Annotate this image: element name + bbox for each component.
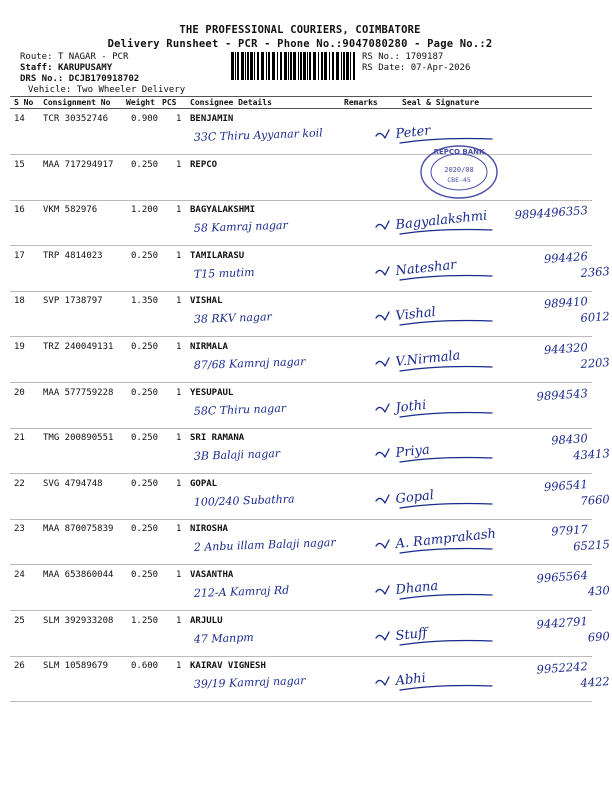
row-consignment: TRP 4814023: [43, 251, 103, 261]
tick-mark: [376, 540, 389, 548]
signature-text: A. Ramprakash: [394, 526, 497, 552]
barcode-bar: [303, 52, 306, 80]
barcode-bar: [245, 52, 246, 80]
phone-text: 430: [587, 583, 611, 599]
col-seal: Seal & Signature: [402, 98, 480, 107]
row-weight: 0.250: [131, 433, 159, 443]
row-pcs: 1: [176, 433, 182, 443]
bank-stamp: [418, 144, 500, 200]
barcode-bar: [321, 52, 323, 80]
row-pcs: 1: [176, 616, 182, 626]
phone-number: [522, 444, 612, 462]
staff-line: [20, 63, 112, 73]
tick-mark: [376, 404, 389, 412]
tick-mark: [376, 267, 389, 275]
row-consignee: VASANTHA: [190, 570, 234, 580]
tick-mark: [376, 632, 389, 640]
tick-mark: [376, 495, 389, 503]
row-separator: [10, 245, 592, 246]
address-text: 2 Anbu illam Balaji nagar: [193, 535, 336, 554]
row-sno: 18: [14, 296, 25, 306]
col-remarks: Remarks: [344, 98, 378, 107]
row-sno: 20: [14, 388, 25, 398]
barcode-bar: [313, 52, 316, 80]
handwritten-address: [192, 398, 342, 424]
vehicle-line: Vehicle: Two Wheeler Delivery: [28, 85, 186, 95]
phone-text: 98430: [550, 431, 589, 448]
phone-text: 989410: [543, 294, 589, 312]
phone-text: 4422: [580, 674, 611, 691]
tick-mark: [376, 312, 389, 320]
row-consignment: TMG 200890551: [43, 433, 114, 443]
phone-text: 2363: [580, 264, 611, 281]
row-weight: 0.250: [131, 570, 159, 580]
stamp-code: CBE-45: [447, 176, 471, 184]
handwritten-address: [192, 671, 342, 697]
address-text: 58 Kamraj nagar: [193, 218, 288, 235]
barcode-bar: [290, 52, 292, 80]
signature-text: Jothi: [394, 397, 428, 416]
handwritten-address: [192, 580, 342, 606]
row-pcs: 1: [176, 388, 182, 398]
row-weight: 0.600: [131, 661, 159, 671]
row-weight: 1.350: [131, 296, 159, 306]
phone-number: [522, 307, 612, 325]
handwritten-address: [192, 352, 342, 378]
header-rule-bottom: [10, 108, 592, 109]
phone-number: [522, 672, 612, 690]
rs-date: RS Date: 07-Apr-2026: [362, 63, 471, 73]
signature-text: Vishal: [394, 304, 437, 324]
row-separator: [10, 154, 592, 155]
drs-line: [20, 74, 139, 84]
barcode-bar: [266, 52, 267, 80]
address-text: 3B Balaji nagar: [193, 446, 281, 463]
row-consignment: SLM 10589679: [43, 661, 109, 671]
signature: [372, 572, 512, 606]
row-consignee: BENJAMIN: [190, 114, 234, 124]
address-text: 100/240 Subathra: [193, 492, 295, 509]
phone-text: 9952242: [536, 659, 589, 677]
row-sno: 23: [14, 524, 25, 534]
signature: [372, 618, 512, 652]
barcode-bar: [341, 52, 342, 80]
handwritten-address: [192, 626, 342, 652]
col-consignee: Consignee Details: [190, 98, 272, 107]
barcode-bar: [288, 52, 289, 80]
row-consignee: ARJULU: [190, 616, 223, 626]
row-consignee: BAGYALAKSHMI: [190, 205, 256, 215]
phone-text: 996541: [543, 477, 589, 495]
row-sno: 26: [14, 661, 25, 671]
col-weight: Weight: [126, 98, 155, 107]
phone-text: 9894543: [536, 386, 589, 404]
phone-number: [522, 535, 612, 553]
barcode-bar: [261, 52, 264, 80]
address-text: 212-A Kamraj Rd: [193, 583, 290, 600]
signature-text: Priya: [394, 442, 431, 461]
barcode-bar: [307, 52, 308, 80]
barcode-bar: [346, 52, 349, 80]
address-text: 87/68 Kamraj nagar: [193, 355, 306, 372]
signature-text: Gopal: [394, 488, 435, 507]
phone-text: 690: [587, 629, 611, 645]
row-weight: 0.250: [131, 342, 159, 352]
stamp-top-text: REPCO BANK: [433, 148, 485, 156]
staff-value: KARUPUSAMY: [57, 63, 113, 73]
signature: [372, 298, 512, 332]
barcode-bar: [277, 52, 278, 80]
signature-text: Bagyalakshmi: [394, 208, 488, 233]
barcode-bar: [353, 52, 355, 80]
row-pcs: 1: [176, 661, 182, 671]
handwritten-address: [192, 215, 342, 241]
row-consignment: TRZ 240049131: [43, 342, 114, 352]
company-title: THE PROFESSIONAL COURIERS, COIMBATORE: [179, 24, 421, 36]
phone-text: 7660: [580, 492, 611, 509]
barcode-bar: [237, 52, 239, 80]
phone-text: 6012: [580, 309, 611, 326]
signature-text: Dhana: [394, 578, 439, 598]
row-sno: 19: [14, 342, 25, 352]
barcode-bar: [350, 52, 351, 80]
address-text: 58C Thiru nagar: [193, 401, 287, 418]
barcode-bar: [231, 52, 234, 80]
signature-text: Abhi: [394, 670, 427, 689]
phone-text: 97917: [550, 522, 589, 539]
signature-text: Stuff: [394, 625, 428, 644]
row-sno: 16: [14, 205, 25, 215]
stamp-date: 2020/08: [444, 166, 474, 174]
barcode-bar: [250, 52, 253, 80]
row-sno: 14: [14, 114, 25, 124]
phone-number: [522, 490, 612, 508]
route-value: T NAGAR - PCR: [57, 52, 129, 62]
header-rule-top: [10, 96, 592, 97]
handwritten-address: [192, 534, 342, 560]
barcode-bar: [329, 52, 330, 80]
barcode-bar: [241, 52, 244, 80]
col-pcs: PCS: [162, 98, 177, 107]
barcode-bar: [343, 52, 345, 80]
phone-text: 43413: [572, 446, 611, 463]
phone-number: [522, 627, 612, 645]
row-sno: 17: [14, 251, 25, 261]
handwritten-address: [192, 306, 342, 332]
signature: [372, 435, 512, 469]
row-weight: 0.250: [131, 388, 159, 398]
row-pcs: 1: [176, 296, 182, 306]
route-line: [20, 52, 128, 62]
row-consignee: SRI RAMANA: [190, 433, 245, 443]
row-weight: 1.200: [131, 205, 159, 215]
tick-mark: [376, 221, 389, 229]
row-separator: [10, 564, 592, 565]
row-weight: 0.250: [131, 524, 159, 534]
barcode-bar: [280, 52, 282, 80]
barcode-bar: [332, 52, 334, 80]
runsheet-title: Delivery Runsheet - PCR - Phone No.:9047080280 - Page No.:2: [107, 38, 493, 50]
row-consignee: TAMILARASU: [190, 251, 245, 261]
phone-number: [522, 581, 612, 599]
signature-text: Nateshar: [394, 257, 458, 279]
handwritten-address: [192, 124, 342, 150]
drs-value: DCJB170918702: [68, 74, 140, 84]
row-consignment: VKM 582976: [43, 205, 98, 215]
row-consignment: SLM 392933208: [43, 616, 114, 626]
phone-text: 65215: [572, 537, 611, 554]
phone-text: 944320: [543, 340, 589, 358]
signature: [372, 481, 512, 515]
signature: [372, 390, 512, 424]
tick-mark: [376, 449, 389, 457]
row-pcs: 1: [176, 205, 182, 215]
row-pcs: 1: [176, 570, 182, 580]
row-sno: 15: [14, 160, 25, 170]
barcode-bar: [268, 52, 270, 80]
signature: [372, 253, 512, 287]
barcode-bar: [309, 52, 311, 80]
row-consignment: SVG 4794748: [43, 479, 103, 489]
row-consignee: VISHAL: [190, 296, 223, 306]
signature-text: V.Nirmala: [394, 348, 462, 370]
address-text: 38 RKV nagar: [193, 310, 272, 326]
row-consignee: YESUPAUL: [190, 388, 234, 398]
tick-mark: [376, 130, 389, 138]
phone-text: 9965564: [536, 568, 589, 586]
handwritten-address: [192, 489, 342, 515]
phone-text: 9894496353: [514, 203, 589, 223]
signature: [372, 207, 512, 241]
row-weight: 0.250: [131, 479, 159, 489]
row-sno: 25: [14, 616, 25, 626]
row-consignment: MAA 870075839: [43, 524, 114, 534]
barcode-bar: [272, 52, 275, 80]
row-consignee: GOPAL: [190, 479, 218, 489]
barcode-bar: [298, 52, 299, 80]
route-label: Route:: [20, 52, 53, 62]
row-separator: [10, 473, 592, 474]
row-pcs: 1: [176, 524, 182, 534]
row-weight: 1.250: [131, 616, 159, 626]
signature: [372, 663, 512, 697]
row-consignment: MAA 653860044: [43, 570, 114, 580]
row-pcs: 1: [176, 342, 182, 352]
row-consignee: NIRMALA: [190, 342, 228, 352]
row-consignee: REPCO: [190, 160, 218, 170]
row-weight: 0.250: [131, 251, 159, 261]
row-pcs: 1: [176, 114, 182, 124]
barcode-bar: [300, 52, 302, 80]
row-separator: [10, 701, 592, 702]
address-text: 47 Manpm: [193, 630, 254, 646]
signature-text: Peter: [394, 123, 432, 142]
row-consignee: NIROSHA: [190, 524, 228, 534]
barcode-bar: [318, 52, 319, 80]
phone-number: [500, 384, 590, 402]
row-weight: 0.900: [131, 114, 159, 124]
barcode-bar: [254, 52, 255, 80]
row-sno: 22: [14, 479, 25, 489]
barcode: [230, 52, 358, 80]
barcode-bar: [247, 52, 249, 80]
row-consignment: TCR 30352746: [43, 114, 109, 124]
phone-number: [522, 353, 612, 371]
address-text: 39/19 Kamraj nagar: [193, 674, 306, 691]
barcode-bar: [257, 52, 259, 80]
row-separator: [10, 610, 592, 611]
drs-label: DRS No.:: [20, 74, 64, 84]
barcode-bar: [293, 52, 296, 80]
handwritten-address: [192, 443, 342, 469]
barcode-bar: [284, 52, 287, 80]
tick-mark: [376, 586, 389, 594]
barcode-bar: [235, 52, 236, 80]
tick-mark: [376, 677, 389, 685]
col-consignment: Consignment No: [43, 98, 111, 107]
phone-number: [522, 262, 612, 280]
row-consignment: SVP 1738797: [43, 296, 103, 306]
barcode-bar: [324, 52, 327, 80]
tick-mark: [376, 358, 389, 366]
row-sno: 21: [14, 433, 25, 443]
signature: [372, 344, 512, 378]
row-sno: 24: [14, 570, 25, 580]
row-pcs: 1: [176, 160, 182, 170]
barcode-bar: [336, 52, 339, 80]
rs-no: RS No.: 1709187: [362, 52, 444, 62]
col-sno: S No: [14, 98, 34, 107]
phone-text: 994426: [543, 249, 589, 267]
phone-text: 2203: [580, 355, 611, 372]
row-pcs: 1: [176, 479, 182, 489]
phone-text: 9442791: [536, 614, 589, 632]
row-separator: [10, 336, 592, 337]
staff-label: Staff:: [20, 63, 53, 73]
address-text: 33C Thiru Ayyanar koil: [193, 126, 323, 144]
signature: [372, 526, 512, 560]
row-consignment: MAA 717294917: [43, 160, 114, 170]
handwritten-address: [192, 261, 342, 287]
address-text: T15 mutim: [193, 265, 255, 281]
row-pcs: 1: [176, 251, 182, 261]
row-weight: 0.250: [131, 160, 159, 170]
phone-number: [500, 201, 590, 223]
row-consignment: MAA 577759228: [43, 388, 114, 398]
row-separator: [10, 382, 592, 383]
row-consignee: KAIRAV VIGNESH: [190, 661, 266, 671]
